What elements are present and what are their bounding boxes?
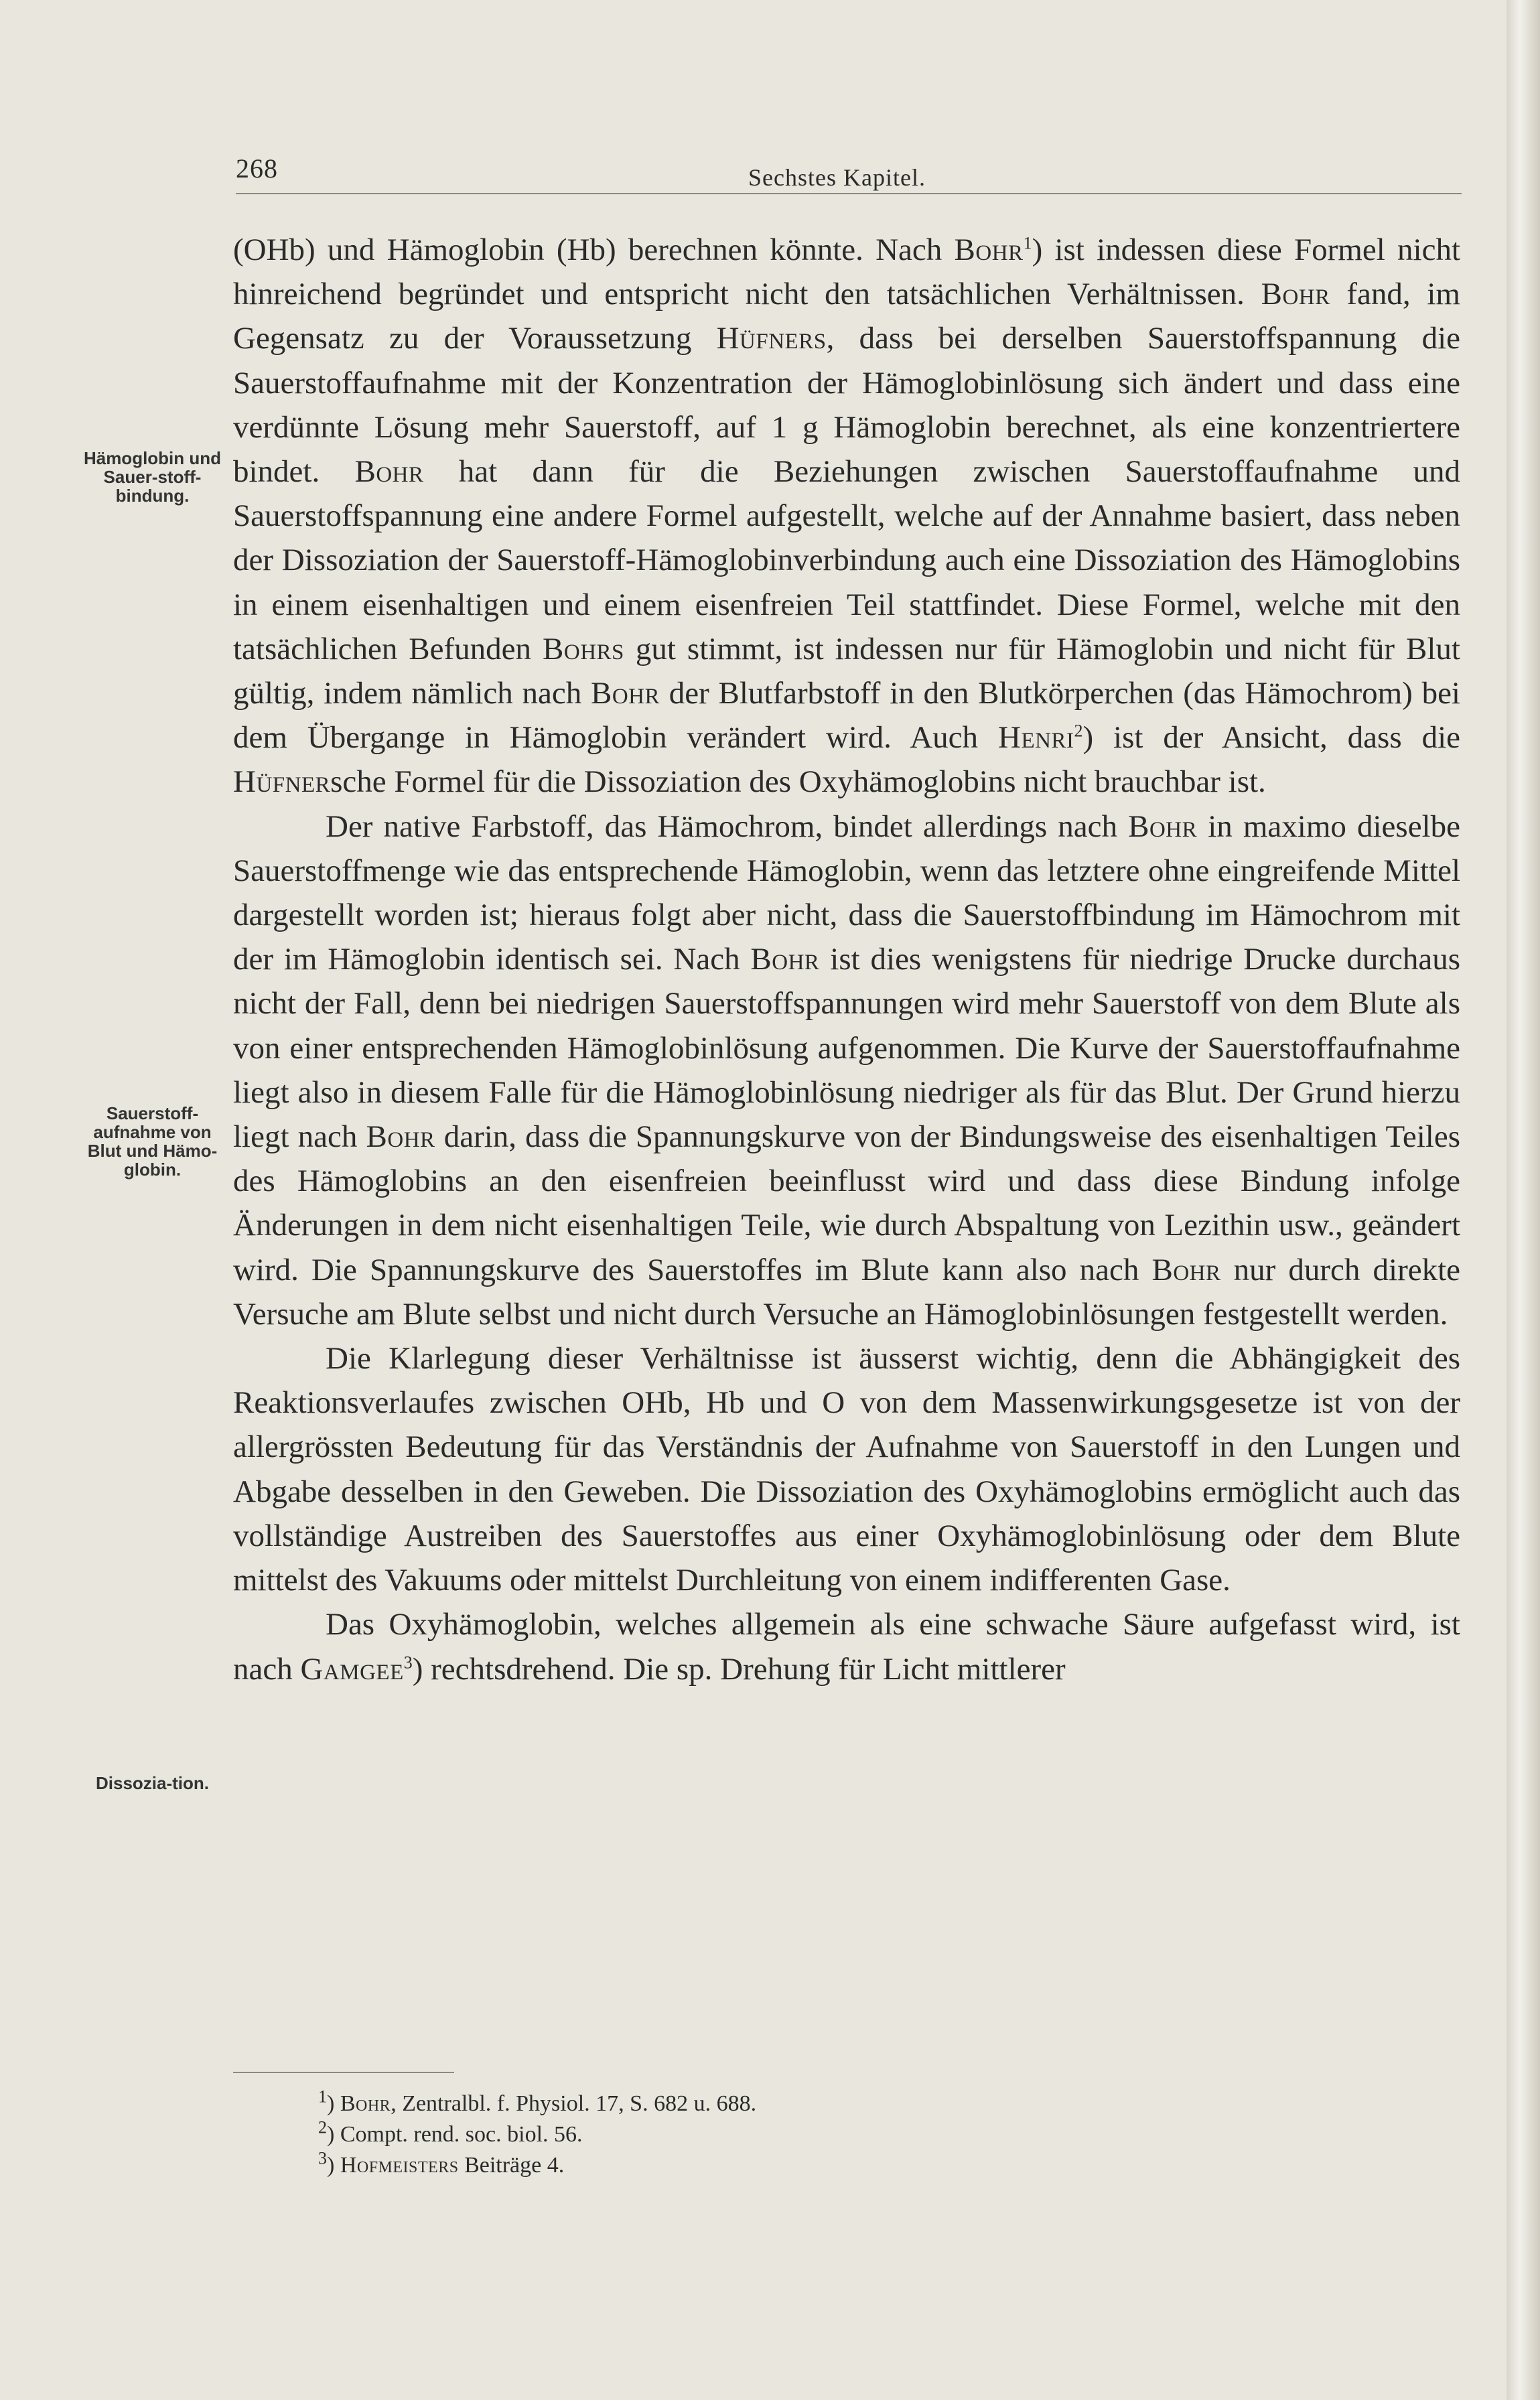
text-run: in maximo dieselbe Sauerstoffmenge wie das entsprechende Hämoglobin, wenn das letztere ohne eingreifende Mittel dargestellt worden ist; hieraus folgt aber nicht, dass die Sauerstoffbindung im Hämochrom mit der im Hämoglobin identisch sei. Nach (233, 808, 1460, 977)
footnote-text: Beiträge 4. (458, 2153, 565, 2178)
text-run: ) rechtsdrehend. Die sp. Drehung für Licht mittlerer (412, 1651, 1066, 1687)
text-run: sche Formel für die Dissoziation des Oxyhämoglobins nicht brauchbar ist. (330, 764, 1266, 800)
footnote-mark: 2 (1074, 721, 1083, 741)
footnote-text: Compt. rend. soc. biol. 56. (340, 2122, 583, 2147)
header-rule (236, 193, 1462, 194)
author-name: Bohr (354, 454, 424, 490)
body-text (233, 228, 1460, 1691)
marginal-note-oxygen-uptake-blood: Sauerstoff-aufnahme von Blut und Hämo-globin. (87, 1103, 218, 1180)
author-name: Bohr (750, 942, 820, 977)
author-name: Bohr (366, 1119, 435, 1155)
author-name: Gamgee (300, 1651, 404, 1687)
marginal-note-dissociation: Dissozia-tion. (95, 1773, 209, 1793)
author-name: Bohr (1128, 808, 1198, 844)
footnote-number: 1 (318, 2087, 327, 2107)
text-run: der Blutfarbstoff in den Blutkörperchen (das Hämochrom) bei dem Übergange in Hämoglobin verändert wird. Auch (233, 676, 1460, 756)
footnote-mark: 1 (1023, 233, 1032, 253)
footnote-1: $^1$) Bohr, Zentralbl. f. Physiol. 17, S. 682 u. 688. (318, 2087, 757, 2116)
text-run: ist dies wenigstens für niedrige Drucke durchaus nicht der Fall, denn bei niedrigen Sauerstoffspannungen wird mehr Sauerstoff von dem Blute als von einer entsprechenden Hämoglobinlösung aufgenommen. Die Kurve der Sauerstoffaufnahme liegt also in diesem Falle für die Hämoglobinlösung niedriger als für das Blut. Der Grund hierzu liegt nach (233, 942, 1460, 1155)
paragraph-2 (233, 804, 1460, 1336)
text-run: hat dann für die Beziehungen zwischen Sauerstoffaufnahme und Sauerstoffspannung eine andere Formel aufgestellt, welche auf der Annahme basiert, dass neben der Dissoziation der Sauerstoff-Hämoglobinverbindung auch eine Dissoziation des Hämoglobins in einem eisenhaltigen und einem eisenfreien Teil stattfindet. Diese Formel, welche mit den tatsächlichen Befunden (233, 454, 1460, 666)
page-header (236, 153, 1462, 206)
running-head: Sechstes Kapitel. (748, 164, 926, 191)
paragraph-3: Die Klarlegung dieser Verhältnisse ist äusserst wichtig, denn die Abhängigkeit des Reaktionsverlaufes zwischen OHb, Hb und O von dem Massenwirkungsgesetze ist von der allergrössten Bedeutung für das Verständnis der Aufnahme von Sauerstoff in den Lungen und Abgabe desselben in den Geweben. Die Dissoziation des Oxyhämoglobins ermöglicht auch das vollständige Austreiben des Sauerstoffes aus einer Oxyhämoglobinlösung oder dem Blute mittelst des Vakuums oder mittelst Durchleitung von einem indifferenten Gase. (233, 1341, 1460, 1598)
author-name: Bohr (591, 676, 660, 711)
author-name: Hüfners (716, 321, 827, 356)
paragraph-4 (233, 1602, 1460, 1691)
author-name: Henri (998, 720, 1074, 756)
author-name: Bohr (1261, 277, 1330, 312)
footnote-mark: 3 (403, 1652, 413, 1672)
page-edge (1507, 0, 1540, 2400)
author-name: Bohr (954, 232, 1024, 267)
text-run: ) ist indessen diese Formel nicht hinreichend begründet und entspricht nicht den tatsächlichen Verhältnissen. (233, 232, 1461, 312)
author-name: Bohr (1151, 1252, 1221, 1287)
text-run: Der native Farbstoff, das Hämochrom, bindet allerdings nach (326, 808, 1129, 844)
author-name: Bohr (340, 2091, 391, 2116)
author-name: Hüfner (233, 764, 331, 800)
text-run: darin, dass die Spannungskurve von der Bindungsweise des eisenhaltigen Teiles des Hämoglobins an den eisenfreien beeinflusst wird und dass diese Bindung infolge Änderungen in dem nicht eisenhaltigen Teile, wie durch Abspaltung von Lezithin usw., geändert wird. Die Spannungskurve des Sauerstoffes im Blute kann also nach (233, 1119, 1461, 1287)
text-run: (OHb) und Hämoglobin (Hb) berechnen könnte. Nach (233, 232, 955, 267)
text-run: fand, im Gegensatz zu der Voraussetzung (233, 277, 1460, 356)
footnotes (318, 2089, 1256, 2181)
text-run: nur durch direkte Versuche am Blute selbst und nicht durch Versuche an Hämoglobinlösungen festgestellt werden. (233, 1252, 1461, 1332)
marginal-note-hemoglobin-oxygen-binding: Hämoglobin und Sauer-stoff-bindung. (83, 448, 222, 506)
footnote-number: 3 (318, 2148, 327, 2168)
footnote-number: 2 (318, 2117, 327, 2137)
footnote-3: $^3$) Hofmeisters Beiträge 4. (318, 2148, 565, 2178)
text-run: , dass bei derselben Sauerstoffspannung die Sauerstoffaufnahme mit der Konzentration der Hämoglobinlösung sich ändert und dass eine verdünnte Lösung mehr Sauerstoff, auf 1 g Hämoglobin berechnet, als eine konzentriertere bindet. (233, 321, 1461, 490)
footnote-2: $^2$) Compt. rend. soc. biol. 56. (318, 2117, 583, 2147)
paragraph-1 (233, 228, 1460, 804)
author-name: Hofmeisters (340, 2153, 459, 2178)
footnote-rule (233, 2072, 454, 2073)
page-number: 268 (236, 153, 278, 184)
text-run: ) ist der Ansicht, dass die (1082, 720, 1460, 756)
author-name: Bohrs (543, 631, 624, 666)
text-run: Das Oxyhämoglobin, welches allgemein als eine schwache Säure aufgefasst wird, ist nach (233, 1607, 1460, 1687)
text-run: gut stimmt, ist indessen nur für Hämoglobin und nicht für Blut gültig, indem nämlich nach (233, 631, 1460, 711)
footnote-text: , Zentralbl. f. Physiol. 17, S. 682 u. 688. (391, 2091, 757, 2116)
